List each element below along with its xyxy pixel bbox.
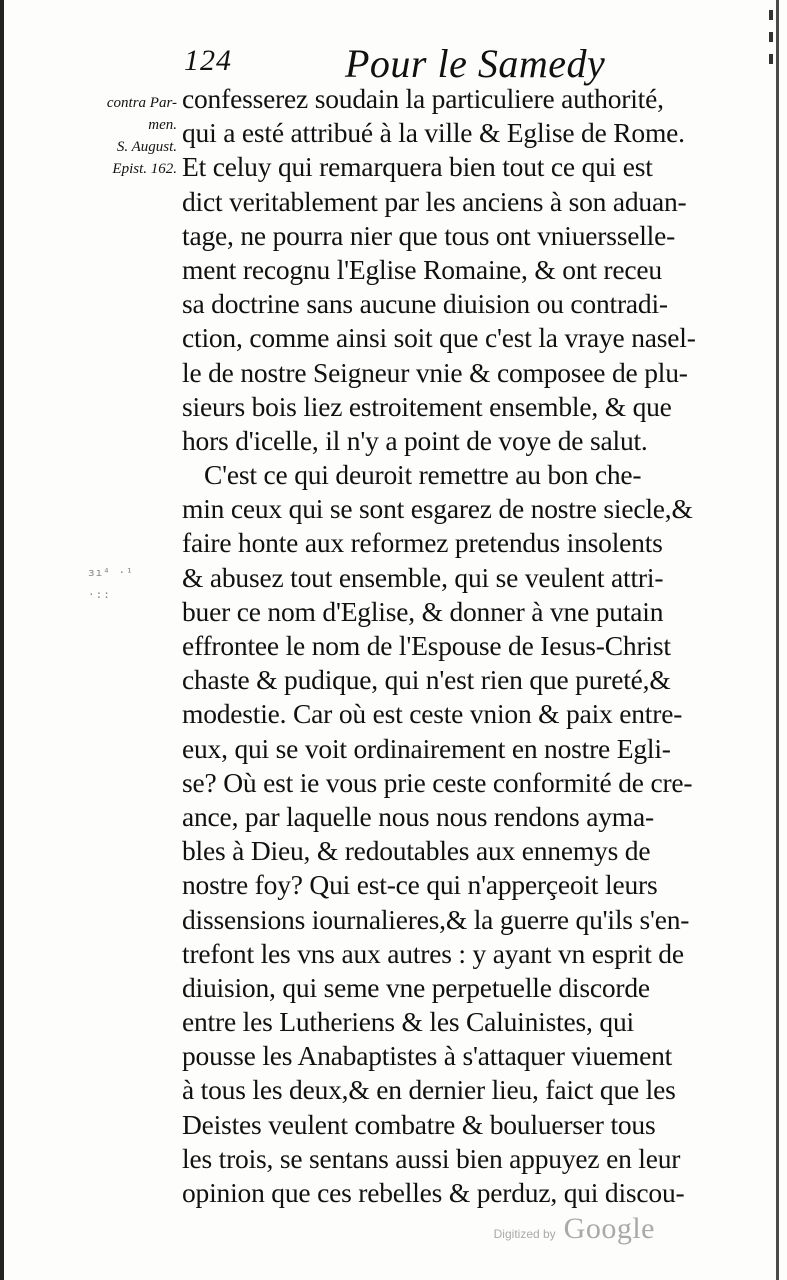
paragraph-start-line: C'est ce qui deuroit remettre au bon che- — [204, 459, 642, 491]
google-logo: Google — [563, 1212, 655, 1245]
page-header — [180, 40, 680, 88]
text-line: ance, par laquelle nous nous rendons ayma- — [182, 800, 654, 832]
text-line: nostre foy? Qui est-ce qui n'apperçeoit leurs — [182, 869, 658, 901]
running-head: Pour le Samedy — [345, 41, 606, 86]
text-line: faire honte aux reformez pretendus insolents — [182, 527, 663, 559]
binding-marks — [769, 10, 775, 70]
text-line: dict veritablement par les anciens à son aduan- — [182, 185, 687, 217]
digitized-by-label: Digitized by — [493, 1227, 556, 1241]
text-line: bles à Dieu, & redoutables aux ennemys de — [182, 835, 651, 867]
page-number: 124 — [184, 44, 232, 77]
page-left-edge — [0, 0, 4, 1280]
text-line: entre les Lutheriens & les Caluinistes, qui — [182, 1006, 634, 1038]
text-line: chaste & pudique, qui n'est rien que pureté,& — [182, 664, 671, 696]
digitized-watermark — [494, 1212, 655, 1246]
text-line: trefont les vns aux autres : y ayant vn esprit de — [182, 937, 684, 969]
text-line: min ceux qui se sont esgarez de nostre siecle,& — [182, 493, 693, 525]
text-line: hors d'icelle, il n'y a point de voye de salut. — [182, 424, 648, 456]
text-line: pousse les Anabaptistes à s'attaquer viuement — [182, 1040, 673, 1072]
text-line: se? Où est ie vous prie ceste conformité de cre- — [182, 766, 693, 798]
text-line: à tous les deux,& en dernier lieu, faict que les — [182, 1074, 676, 1106]
page-right-edge — [776, 0, 779, 1280]
bleed-mark: ·:: — [88, 588, 111, 601]
text-line: & abusez tout ensemble, qui se veulent attri- — [182, 561, 664, 593]
text-line: tage, ne pourra nier que tous ont vniuersselle- — [182, 219, 676, 251]
text-line: effrontee le nom de l'Espouse de Iesus-Christ — [182, 630, 671, 661]
text-line: dissensions iournalieres,& la guerre qu'ils s'en- — [182, 903, 690, 935]
text-line: sieurs bois liez estroitement ensemble, & que — [182, 390, 672, 422]
marginal-note: men. — [148, 117, 177, 133]
bleed-through-marks — [88, 562, 134, 606]
text-line: diuision, qui seme vne perpetuelle discorde — [182, 971, 650, 1003]
text-line: eux, qui se voit ordinairement en nostre Egli- — [182, 732, 671, 764]
marginal-note: contra Par- — [106, 95, 177, 111]
bleed-mark: ɜı⁴ ·¹ — [88, 566, 134, 579]
text-line: Et celuy qui remarquera bien tout ce qui est — [182, 151, 653, 183]
text-line: qui a esté attribué à la ville & Eglise de Rome. — [182, 117, 685, 149]
text-line: le de nostre Seigneur vnie & composee de plu- — [182, 356, 688, 388]
text-line: buer ce nom d'Eglise, & donner à vne putain — [182, 595, 664, 627]
body-text — [182, 82, 702, 1210]
text-line: Deistes veulent combatre & bouluerser tous — [182, 1108, 656, 1140]
text-line: ction, comme ainsi soit que c'est la vraye nasel- — [182, 322, 696, 354]
marginal-notes — [52, 92, 177, 180]
text-line: opinion que ces rebelles & perduz, qui discou- — [182, 1177, 685, 1208]
text-line: confesserez soudain la particuliere authorité, — [182, 83, 664, 114]
text-line: sa doctrine sans aucune diuision ou contradi- — [182, 288, 668, 320]
text-line: les trois, se sentans aussi bien appuyez en leur — [182, 1142, 681, 1174]
marginal-note: S. August. — [116, 139, 177, 155]
text-line: ment recognu l'Eglise Romaine, & ont receu — [182, 253, 662, 285]
text-line: modestie. Car où est ceste vnion & paix entre- — [182, 698, 683, 730]
marginal-note: Epist. 162. — [112, 161, 177, 177]
